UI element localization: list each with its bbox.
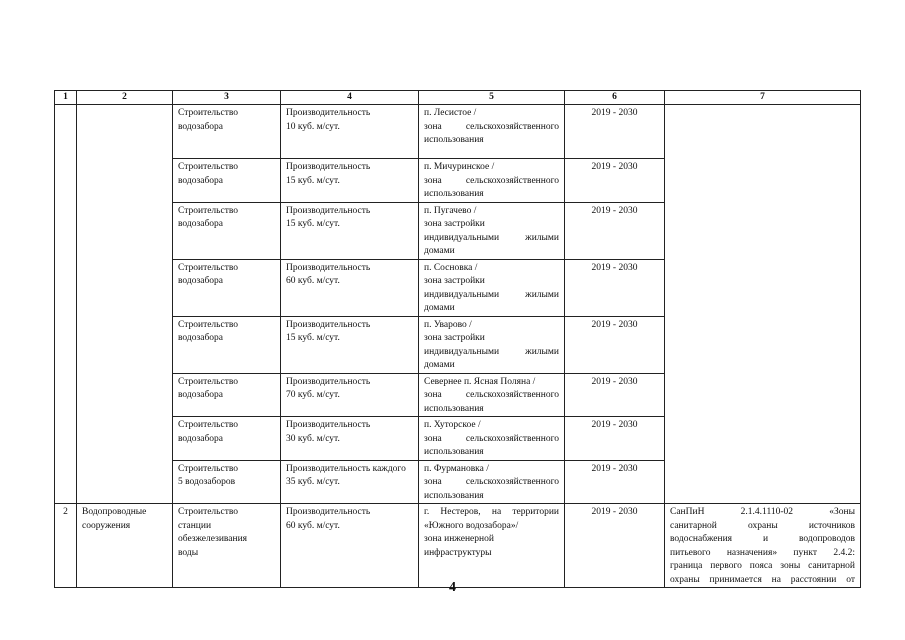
period-cell: 2019 - 2030 (565, 460, 665, 504)
location-cell: п. Мичуринское / зона сельскохозяйственного использования (419, 159, 565, 203)
spec-cell: Производительность 70 куб. м/сут. (281, 373, 419, 417)
page-number: 4 (449, 580, 456, 595)
header-cell: 7 (665, 91, 861, 105)
location-cell: п. Пугачево / зона застройки индивидуальными жилыми домами (419, 202, 565, 259)
spec-cell: Производительность 60 куб. м/сут. (281, 504, 419, 588)
header-cell: 2 (77, 91, 173, 105)
period-cell: 2019 - 2030 (565, 159, 665, 203)
location-cell: п. Сосновка / зона застройки индивидуальными жилыми домами (419, 259, 565, 316)
spec-cell: Производительность 15 куб. м/сут. (281, 316, 419, 373)
measure-cell: Строительство водозабора (173, 202, 281, 259)
location-cell: п. Уварово / зона застройки индивидуальными жилыми домами (419, 316, 565, 373)
period-cell: 2019 - 2030 (565, 259, 665, 316)
spec-cell: Производительность 10 куб. м/сут. (281, 105, 419, 159)
header-cell: 4 (281, 91, 419, 105)
table-row (55, 504, 861, 588)
infrastructure-table (54, 90, 861, 588)
period-cell: 2019 - 2030 (565, 202, 665, 259)
table-row (55, 105, 861, 159)
header-row (55, 91, 861, 105)
object-cell: Водопроводные сооружения (77, 504, 173, 588)
row-number-cell: 2 (55, 504, 77, 588)
measure-cell: Строительство водозабора (173, 373, 281, 417)
object-cell (77, 105, 173, 504)
note-cell (665, 105, 861, 504)
period-cell: 2019 - 2030 (565, 417, 665, 461)
spec-cell: Производительность 15 куб. м/сут. (281, 202, 419, 259)
period-cell: 2019 - 2030 (565, 504, 665, 588)
measure-cell: Строительство водозабора (173, 105, 281, 159)
location-cell: Севернее п. Ясная Поляна / зона сельскохозяйственного использования (419, 373, 565, 417)
period-cell: 2019 - 2030 (565, 105, 665, 159)
location-cell: г. Нестеров, на территории «Южного водозабора»/ зона инженерной инфраструктуры (419, 504, 565, 588)
header-cell: 6 (565, 91, 665, 105)
header-cell: 1 (55, 91, 77, 105)
location-cell: п. Лесистое / зона сельскохозяйственного использования (419, 105, 565, 159)
measure-cell: Строительство водозабора (173, 316, 281, 373)
spec-cell: Производительность 30 куб. м/сут. (281, 417, 419, 461)
header-cell: 3 (173, 91, 281, 105)
measure-cell: Строительство водозабора (173, 159, 281, 203)
row-number-cell (55, 105, 77, 504)
note-cell: СанПиН 2.1.4.1110-02 «Зоны санитарной охраны источников водоснабжения и водопроводов питьевого назначения» пункт 2.4.2: граница первого пояса зоны санитарной охраны принимается на расстоянии от (665, 504, 861, 588)
measure-cell: Строительство водозабора (173, 417, 281, 461)
location-cell: п. Хуторское / зона сельскохозяйственного использования (419, 417, 565, 461)
period-cell: 2019 - 2030 (565, 373, 665, 417)
spec-cell: Производительность 60 куб. м/сут. (281, 259, 419, 316)
spec-cell: Производительность 15 куб. м/сут. (281, 159, 419, 203)
measure-cell: Строительство станции обезжелезивания воды (173, 504, 281, 588)
measure-cell: Строительство 5 водозаборов (173, 460, 281, 504)
spec-cell: Производительность каждого 35 куб. м/сут. (281, 460, 419, 504)
period-cell: 2019 - 2030 (565, 316, 665, 373)
measure-cell: Строительство водозабора (173, 259, 281, 316)
header-cell: 5 (419, 91, 565, 105)
location-cell: п. Фурмановка / зона сельскохозяйственного использования (419, 460, 565, 504)
